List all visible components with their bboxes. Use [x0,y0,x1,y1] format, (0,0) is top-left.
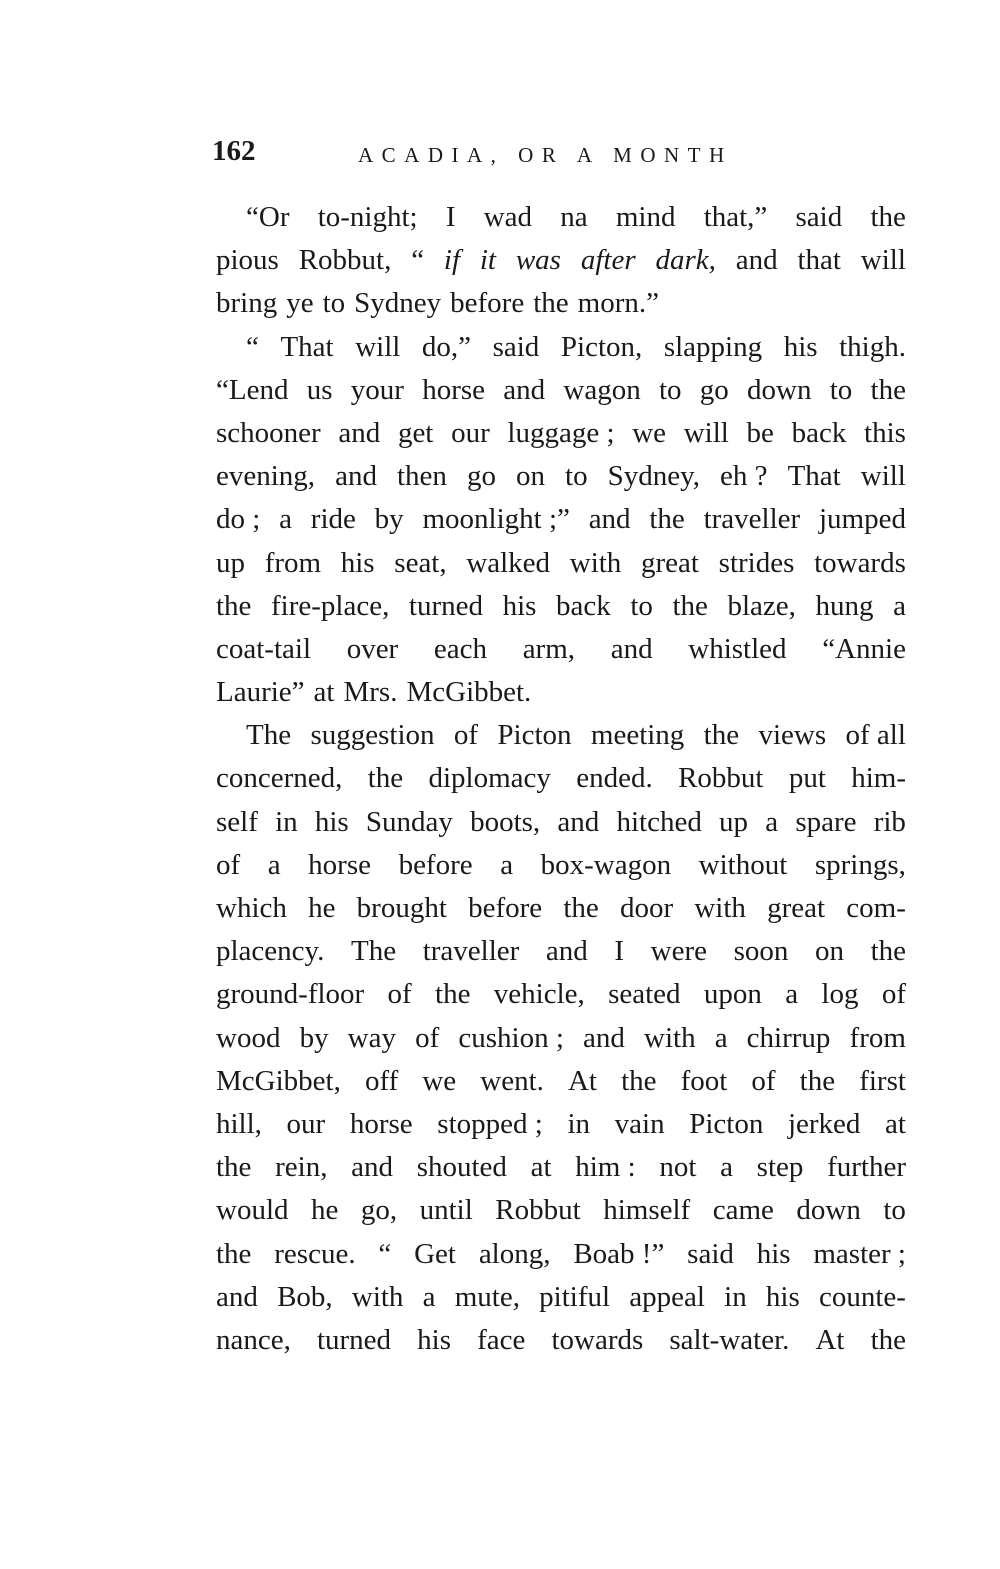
word: face [477,1323,526,1356]
word: go, [360,1194,398,1227]
running-head [212,135,912,175]
word: Sydney, [607,460,700,493]
word: rib [873,805,906,838]
word: then [397,460,447,493]
word: upon [703,978,762,1011]
word: a [422,1280,436,1313]
word: was [515,244,561,277]
word: his [340,546,375,579]
word: the [216,589,252,622]
word: self [216,805,258,838]
word: Bob, [277,1280,333,1313]
word: slapping [663,330,763,363]
word: hung [815,589,874,622]
word: suggestion [310,719,435,752]
word: chirrup [746,1021,831,1054]
word: wood [216,1021,281,1054]
word: counte- [818,1280,906,1313]
word: hitched [616,805,702,838]
word: The [246,719,292,752]
word: ye [286,287,314,320]
word: himself [603,1194,691,1227]
word: a [785,978,799,1011]
word: I [445,201,456,233]
word: moonlight ;” [422,503,570,536]
word: spare [795,805,857,838]
word: and [503,373,546,406]
word: with [644,1021,696,1054]
text-line [216,973,906,1016]
word: At [815,1323,845,1356]
word: brought [356,892,447,924]
word: each [433,632,488,665]
text-line [216,801,906,844]
word: it [479,244,496,277]
word: mute, [454,1280,520,1313]
word: a [720,1151,733,1184]
word: Sydney [354,287,442,320]
text-line [216,585,906,628]
word: boots, [470,805,541,838]
word: to [829,373,853,406]
word: arm, [522,632,576,665]
word: eh ? [720,460,768,493]
word: by [374,503,404,536]
text-line [216,1189,906,1232]
word: be [746,416,774,449]
word: to [322,287,346,320]
word: That [787,460,841,493]
word: first [859,1064,906,1097]
text-line [216,1276,906,1319]
word: great [767,892,826,924]
word: seat, [394,546,447,579]
text-line [216,930,906,973]
word: from [849,1021,906,1054]
word: of [751,1064,776,1097]
word: That [280,330,334,363]
word: schooner [216,416,321,449]
word: turned [316,1323,392,1356]
word: at [885,1107,906,1140]
word: his [783,330,818,363]
word: pious [216,244,279,277]
word: our [286,1107,326,1140]
word: blaze, [727,589,796,622]
word: before [450,287,525,320]
word: shouted [416,1151,507,1184]
text-line [216,239,906,282]
word: his [417,1323,451,1356]
word: step [756,1151,804,1184]
word: of [415,1021,440,1054]
word: “Annie [822,632,906,665]
word: traveller [422,935,520,968]
word: salt-water. [669,1323,790,1356]
word: vehicle, [493,978,585,1011]
text-line [216,282,906,325]
text-line [216,326,906,369]
word: said [795,201,843,233]
word: get [397,416,434,449]
word: views [758,719,827,752]
word: him : [575,1151,636,1184]
word: master ; [813,1237,906,1270]
word: jumped [819,503,906,536]
word: ground-floor [216,978,365,1011]
text-line [216,412,906,455]
word: rescue. [274,1237,356,1270]
text-line [216,1103,906,1146]
word: we [632,416,667,449]
word: whistled [688,632,787,665]
text-line [216,1233,906,1276]
word: way [347,1021,396,1054]
word: “ [246,330,259,363]
word: Picton, [560,330,643,363]
word: walked [466,546,551,579]
word: before [468,892,543,924]
word: rein, [275,1151,328,1184]
word: McGibbet, [216,1064,341,1097]
word: on [814,935,844,968]
word: com- [846,892,906,924]
word: seated [608,978,681,1011]
word: turned [408,589,484,622]
text-line [216,1017,906,1060]
word: that [797,244,841,277]
word: by [299,1021,329,1054]
text-line [216,671,906,714]
word: after [580,244,636,277]
word: dark, [655,244,716,277]
text-line [216,498,906,541]
word: said [687,1237,734,1270]
word: and [610,632,653,665]
word: without [698,848,788,881]
word: morn.” [577,287,659,320]
word: the [216,1237,252,1270]
word: with [694,892,746,924]
word: and [545,935,588,968]
word: will [683,416,729,449]
word: and [735,244,778,277]
text-line [216,887,906,930]
word: and [351,1151,394,1184]
word: ended. [576,762,653,795]
word: would [216,1194,289,1227]
word: our [451,416,490,449]
word: if [443,244,461,277]
word: the [870,935,906,968]
text-line [216,369,906,412]
word: Robbut [678,762,764,795]
word: the [870,373,906,406]
word: in [567,1107,591,1140]
word: of [216,848,241,881]
word: of [387,978,412,1011]
word: in [724,1280,747,1313]
word: meeting [590,719,685,752]
word: great [641,546,699,579]
word: door [619,892,674,924]
text-line [216,844,906,887]
word: to-night; [317,201,418,233]
word: will [355,330,401,363]
text-line [216,628,906,671]
word: diplomacy [428,762,551,795]
word: Mrs. [343,676,398,709]
word: concerned, [216,762,343,795]
word: your [350,373,404,406]
word: coat-tail [216,632,312,665]
word: along, [478,1237,551,1270]
word: the [870,201,906,233]
word: not [659,1151,697,1184]
word: cushion ; [458,1021,564,1054]
word: go [466,460,496,493]
word: said [492,330,540,363]
word: to [630,589,653,622]
word: the [435,978,471,1011]
word: Picton [497,719,572,752]
word: back [556,589,611,622]
word: in [275,805,298,838]
word: this [864,416,906,449]
word: to [658,373,682,406]
text-line [216,1146,906,1189]
word: Laurie” [216,676,305,709]
word: him- [851,762,906,795]
word: vain [614,1107,665,1140]
word: on [516,460,545,493]
word: At [567,1064,597,1097]
text-line [216,757,906,800]
word: Get [414,1237,456,1270]
word: and [588,503,631,536]
word: Robbut, [298,244,392,277]
page-number: 162 [212,135,256,167]
word: nance, [216,1323,291,1356]
word: “Or [246,201,290,233]
word: with [351,1280,404,1313]
word: na [560,201,588,233]
word: his [756,1237,791,1270]
word: the [672,589,708,622]
text-line [216,714,906,757]
word: go [699,373,729,406]
word: he [311,1194,339,1227]
word: a [714,1021,728,1054]
word: a [893,589,906,622]
word: towards [551,1323,644,1356]
word: I [614,935,625,968]
word: we [422,1064,457,1097]
word: wagon [563,373,641,406]
word: horse [349,1107,413,1140]
word: the [533,287,569,320]
word: of [453,719,479,752]
word: Robbut [495,1194,581,1227]
word: the [703,719,740,752]
word: to [565,460,588,493]
word: placency. [216,935,325,968]
word: put [788,762,826,795]
word: will [860,244,906,277]
word: the [563,892,599,924]
word: over [346,632,399,665]
word: horse [308,848,371,881]
word: appeal [629,1280,705,1313]
word: before [398,848,473,881]
word: until [419,1194,473,1227]
word: came [712,1194,774,1227]
word: McGibbet. [406,676,532,709]
word: from [264,546,322,579]
word: Picton [689,1107,764,1140]
word: “ [411,244,425,277]
word: off [364,1064,399,1097]
word: a [500,848,514,881]
word: luggage ; [507,416,615,449]
word: and [583,1021,625,1054]
word: evening, [216,460,316,493]
word: and [338,416,381,449]
text-line [216,1319,906,1362]
word: his [502,589,537,622]
word: traveller [703,503,801,536]
word: strides [718,546,795,579]
word: will [860,460,906,493]
word: fire-place, [271,589,390,622]
word: ride [310,503,356,536]
text-line [216,1060,906,1103]
word: jerked [787,1107,861,1140]
word: his [765,1280,800,1313]
word: horse [422,373,486,406]
word: down [796,1194,861,1227]
word: do,” [421,330,472,363]
word: at [313,676,335,709]
word: springs, [814,848,906,881]
word: down [747,373,812,406]
word: of [881,978,906,1011]
word: and [216,1280,258,1313]
word: up [719,805,749,838]
word: soon [733,935,789,968]
word: a [279,503,292,536]
word: to [883,1194,906,1227]
word: log [821,978,859,1011]
word: a [267,848,281,881]
word: bring [216,287,278,320]
word: pitiful [539,1280,611,1313]
running-title: ACADIA, OR A MONTH [358,143,733,167]
word: went. [480,1064,544,1097]
word: wad [483,201,533,233]
word: box-wagon [540,848,672,881]
word: that,” [703,201,768,233]
word: back [791,416,847,449]
text-line [216,542,906,585]
word: “Lend [216,373,289,406]
word: “ [378,1237,392,1270]
word: which [216,892,287,924]
word: us [306,373,333,406]
text-line [216,455,906,498]
word: stopped ; [437,1107,543,1140]
word: a [765,805,779,838]
word: of all [845,719,906,752]
word: and [557,805,600,838]
word: do ; [216,503,261,536]
word: the [870,1323,906,1356]
word: up [216,546,245,579]
word: mind [615,201,676,233]
word: his [314,805,349,838]
word: the [649,503,685,536]
word: the [621,1064,657,1097]
word: the [799,1064,836,1097]
word: further [827,1151,906,1184]
word: and [335,460,377,493]
word: he [308,892,336,924]
word: The [351,935,397,968]
word: Sunday [365,805,453,838]
word: towards [814,546,906,579]
word: thigh. [839,330,906,363]
word: Boab !” [573,1237,665,1270]
word: the [367,762,404,795]
body-text [216,196,906,1362]
word: the [216,1151,252,1184]
word: hill, [216,1107,262,1140]
word: were [650,935,707,968]
text-line [216,196,906,239]
word: foot [680,1064,728,1097]
word: at [530,1151,552,1184]
word: with [569,546,622,579]
